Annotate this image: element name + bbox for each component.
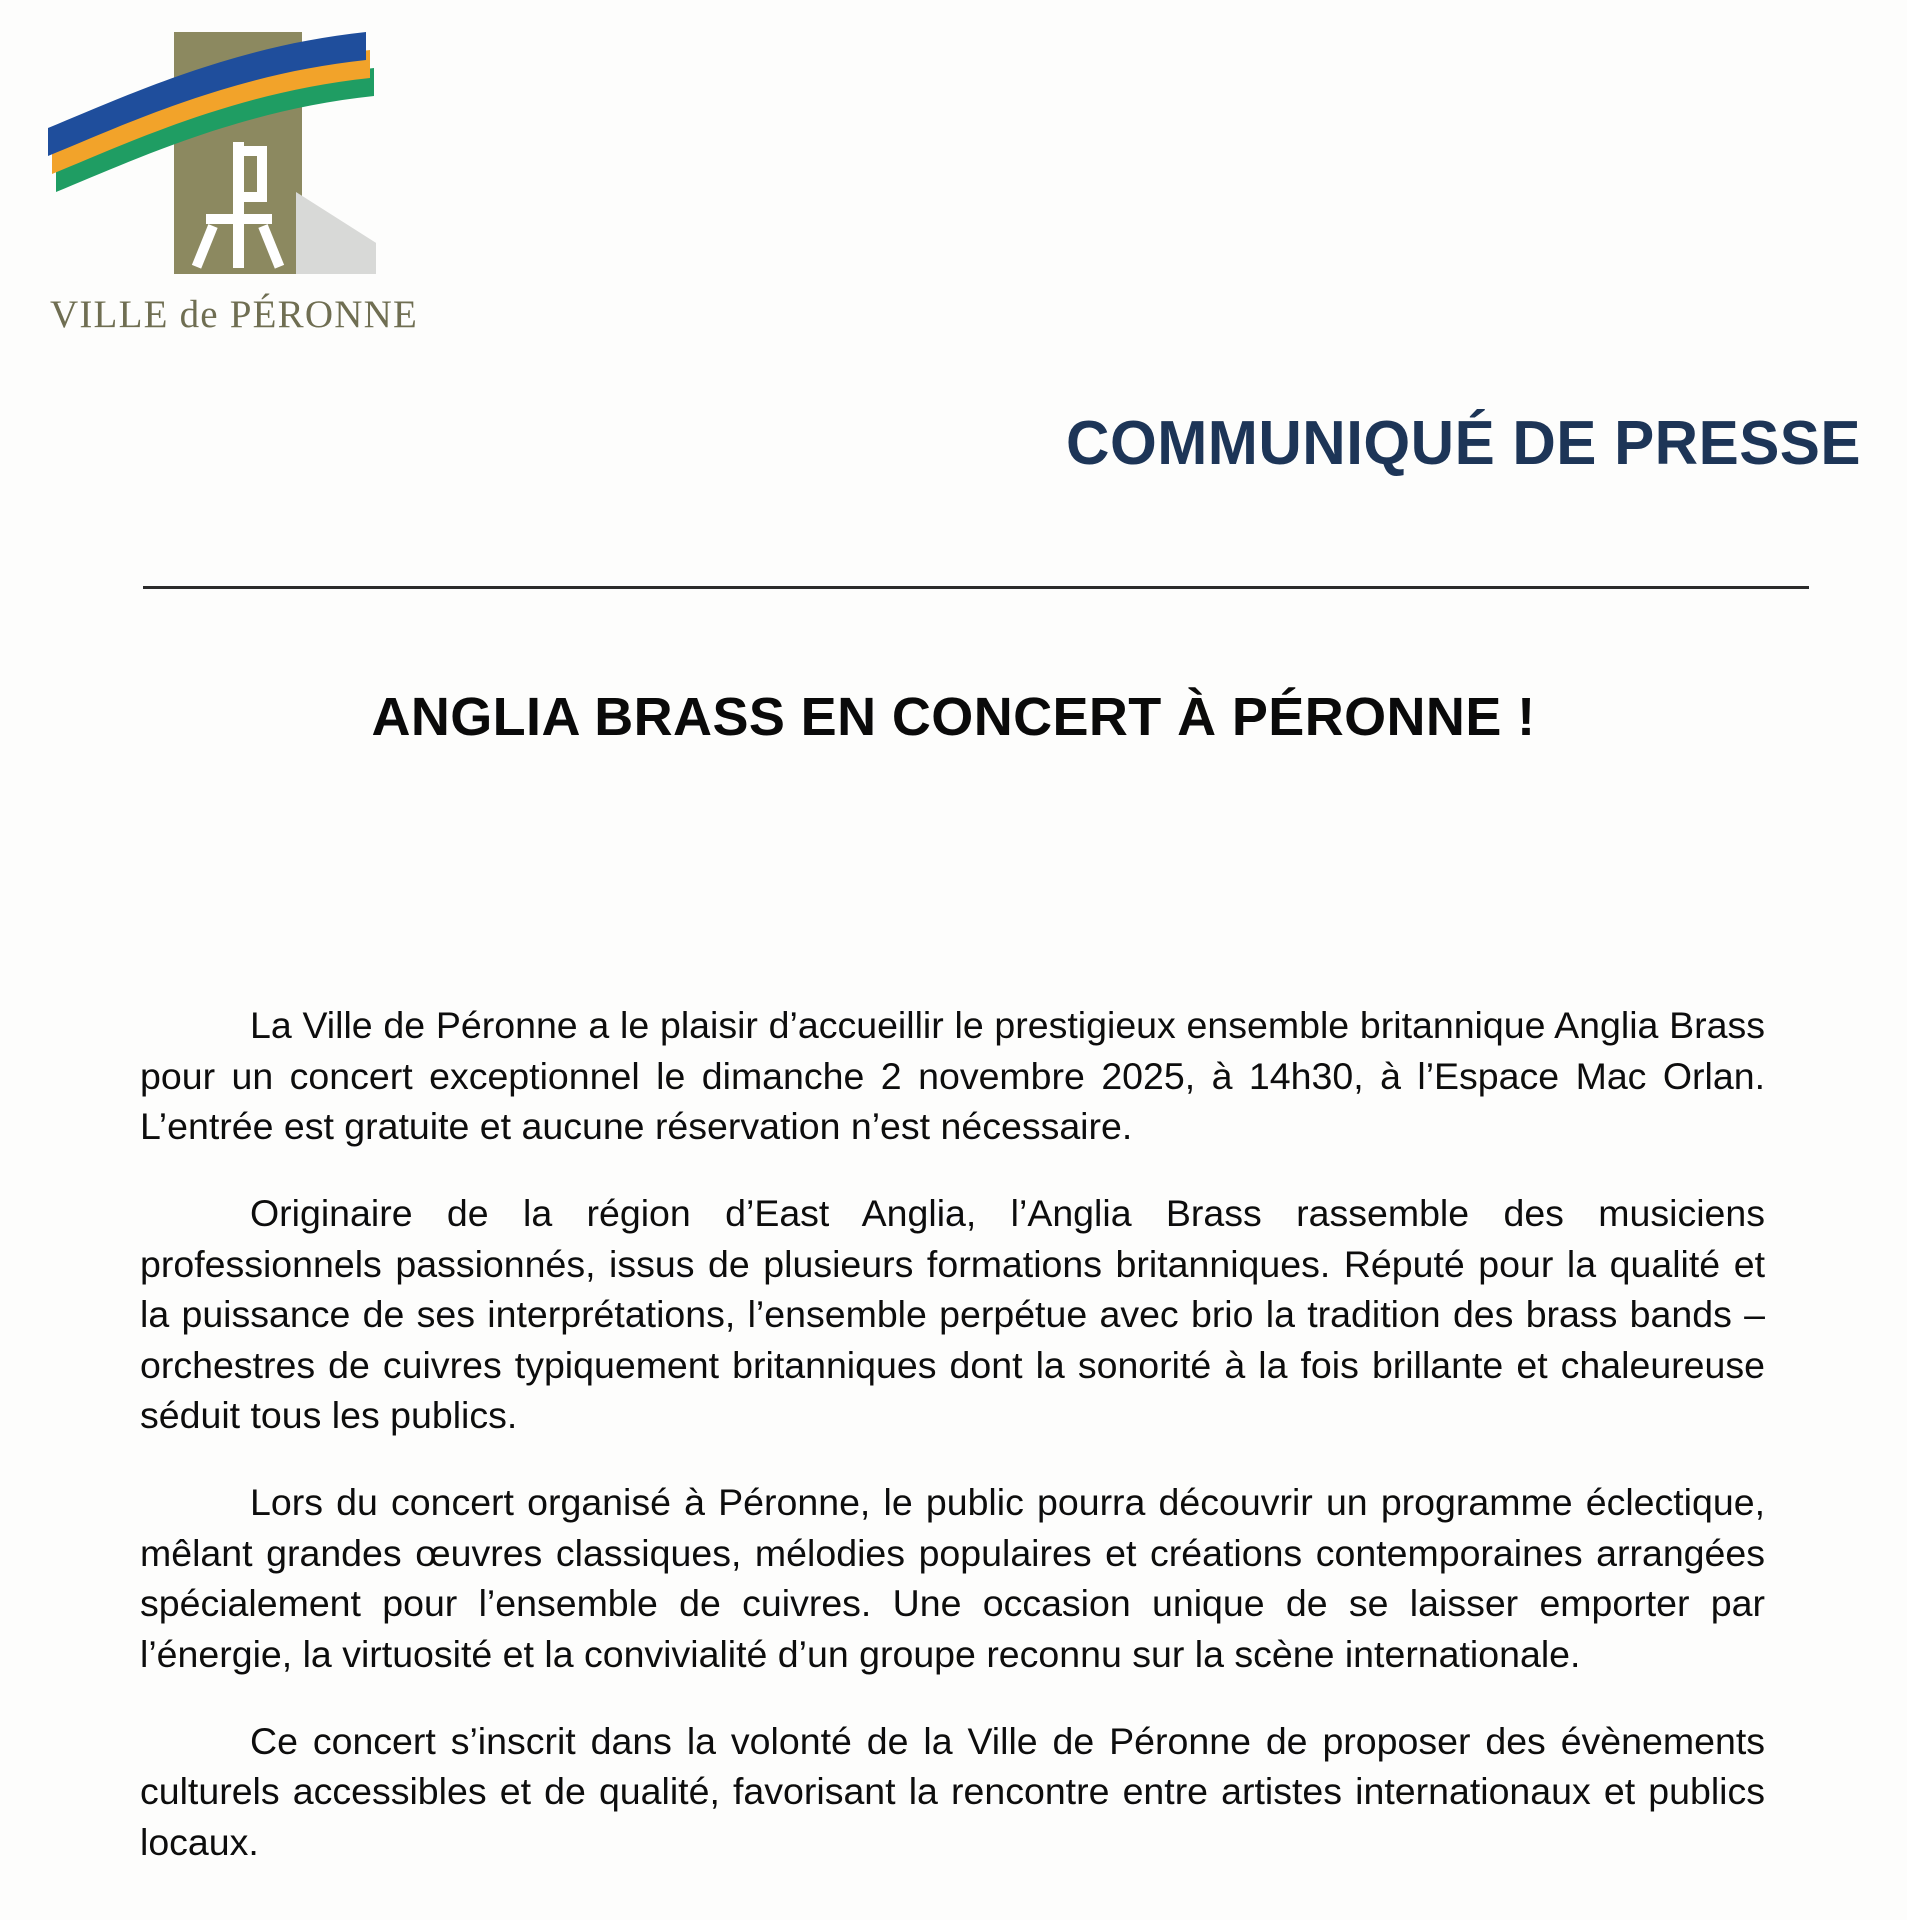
logo-glyph-crossbar xyxy=(206,214,272,224)
page-headline: ANGLIA BRASS EN CONCERT À PÉRONNE ! xyxy=(371,687,1536,747)
body-copy xyxy=(140,1000,1765,1867)
document-header xyxy=(0,0,1907,478)
paragraph-4: Ce concert s’inscrit dans la volonté de la Ville de Péronne de proposer des évènements culturels accessibles et de qualité, favorisant la rencontre entre artistes internationaux et publics locaux. xyxy=(140,1719,1765,1863)
paragraph-3: Lors du concert organisé à Péronne, le public pourra découvrir un programme éclectique, mêlant grandes œuvres classiques, mélodies populaires et créations contemporaines arrangées spécialement pour l’ensemble de cuivres. Une occasion unique de se laisser emporter par l’énergie, la virtuosité et la convivialité d’un groupe reconnu sur la scène internationale. xyxy=(140,1481,1765,1675)
paragraph-1: La Ville de Péronne a le plaisir d’accueillir le prestigieux ensemble britannique Anglia Brass pour un concert exceptionnel le dimanche 2 novembre 2025, à 14h30, à l’Espace Mac Orlan. L’entrée est gratuite et aucune réservation n’est nécessaire. xyxy=(140,1004,1765,1148)
header-divider xyxy=(143,586,1809,589)
document-title: COMMUNIQUÉ DE PRESSE xyxy=(1066,409,1861,478)
logo-caption: VILLE de PÉRONNE xyxy=(50,293,418,336)
paragraph-2: Originaire de la région d’East Anglia, l’Anglia Brass rassemble des musiciens professionnels passionnés, issus de plusieurs formations britanniques. Réputé pour la qualité et la puissance de ses interprétations, l’ensemble perpétue avec brio la tradition des brass bands – orchestres de cuivres typiquement britanniques dont la sonorité à la fois brillante et chaleureuse séduit tous les publics. xyxy=(140,1191,1765,1437)
ville-de-peronne-logo-block xyxy=(44,14,418,344)
ville-de-peronne-logo-icon xyxy=(44,14,374,284)
logo-ribbon-icon xyxy=(44,24,374,214)
